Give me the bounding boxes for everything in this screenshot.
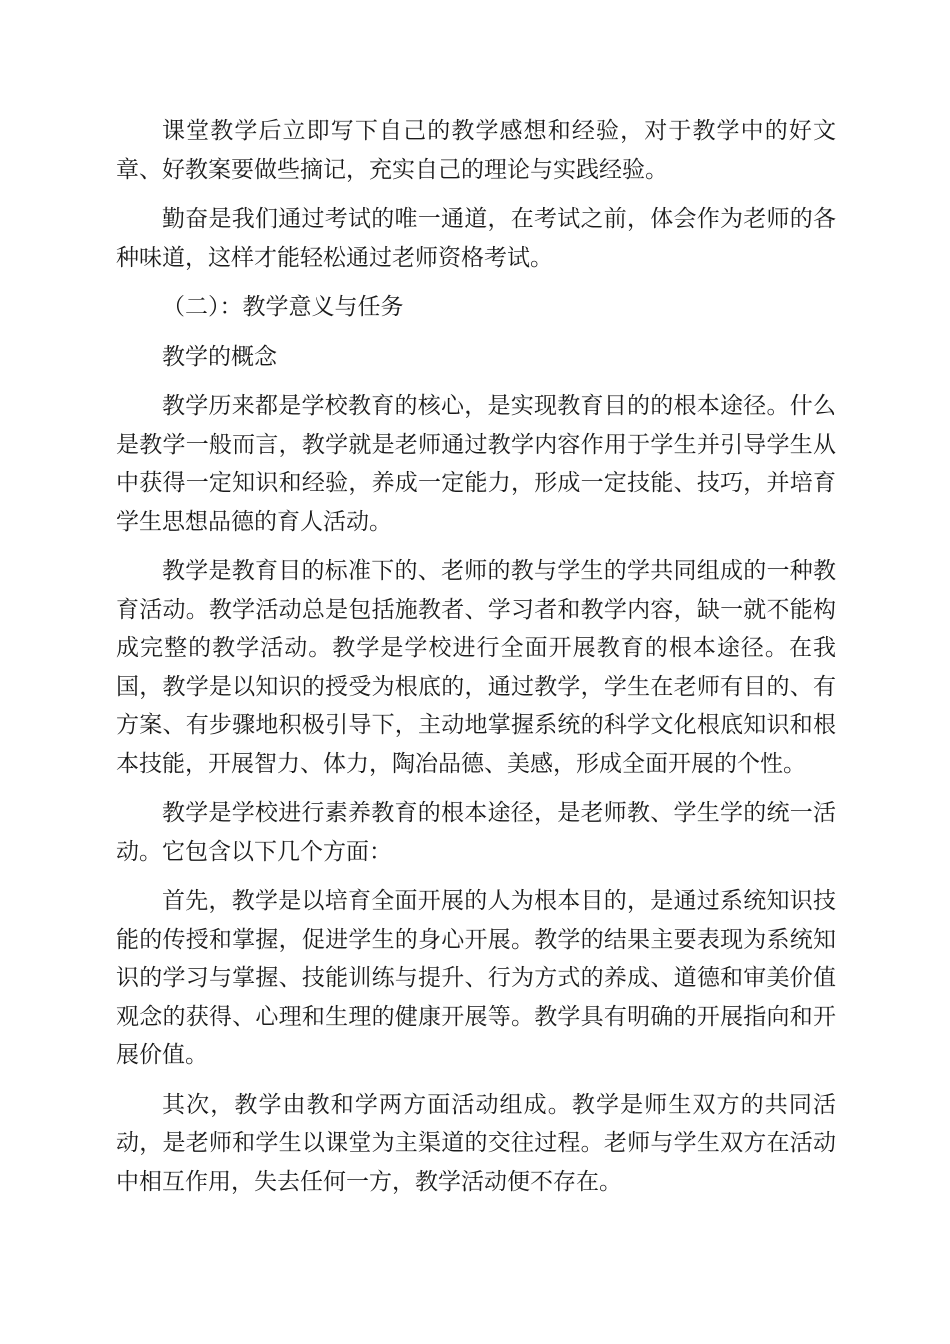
paragraph-6: 首先，教学是以培育全面开展的人为根本目的，是通过系统知识技能的传授和掌握，促进学生的身心开展。教学的结果主要表现为系统知识的学习与掌握、技能训练与提升、行为方式的养成、道德和审美价值观念的获得、心理和生理的健康开展等。教学具有明确的开展指向和开展价值。: [116, 888, 836, 1068]
paragraph-1: 课堂教学后立即写下自己的教学感想和经验，对于教学中的好文章、好教案要做些摘记，充实自己的理论与实践经验。: [116, 118, 836, 183]
section-heading: （二）：教学意义与任务: [162, 294, 404, 320]
paragraph-2: 勤奋是我们通过考试的唯一通道，在考试之前，体会作为老师的各种味道，这样才能轻松通过老师资格考试。: [116, 206, 836, 271]
paragraph-5: 教学是学校进行素养教育的根本途径，是老师教、学生学的统一活动。它包含以下几个方面：: [116, 800, 836, 865]
paragraph-3: 教学历来都是学校教育的核心，是实现教育目的的根本途径。什么是教学一般而言，教学就是老师通过教学内容作用于学生并引导学生从中获得一定知识和经验，养成一定能力，形成一定技能、技巧，并培育学生思想品德的育人活动。: [116, 393, 836, 535]
subsection-heading: 教学的概念: [162, 343, 277, 370]
paragraph-4: 教学是教育目的标准下的、老师的教与学生的学共同组成的一种教育活动。教学活动总是包括施教者、学习者和教学内容，缺一就不能构成完整的教学活动。教学是学校进行全面开展教育的根本途径。在我国，教学是以知识的授受为根底的，通过教学，学生在老师有目的、有方案、有步骤地积极引导下，主动地掌握系统的科学文化根底知识和根本技能，开展智力、体力，陶冶品德、美感，形成全面开展的个性。: [116, 558, 836, 777]
paragraph-7: 其次，教学由教和学两方面活动组成。教学是师生双方的共同活动，是老师和学生以课堂为主渠道的交往过程。老师与学生双方在活动中相互作用，失去任何一方，教学活动便不存在。: [116, 1091, 836, 1195]
document-body: [116, 112, 836, 1212]
